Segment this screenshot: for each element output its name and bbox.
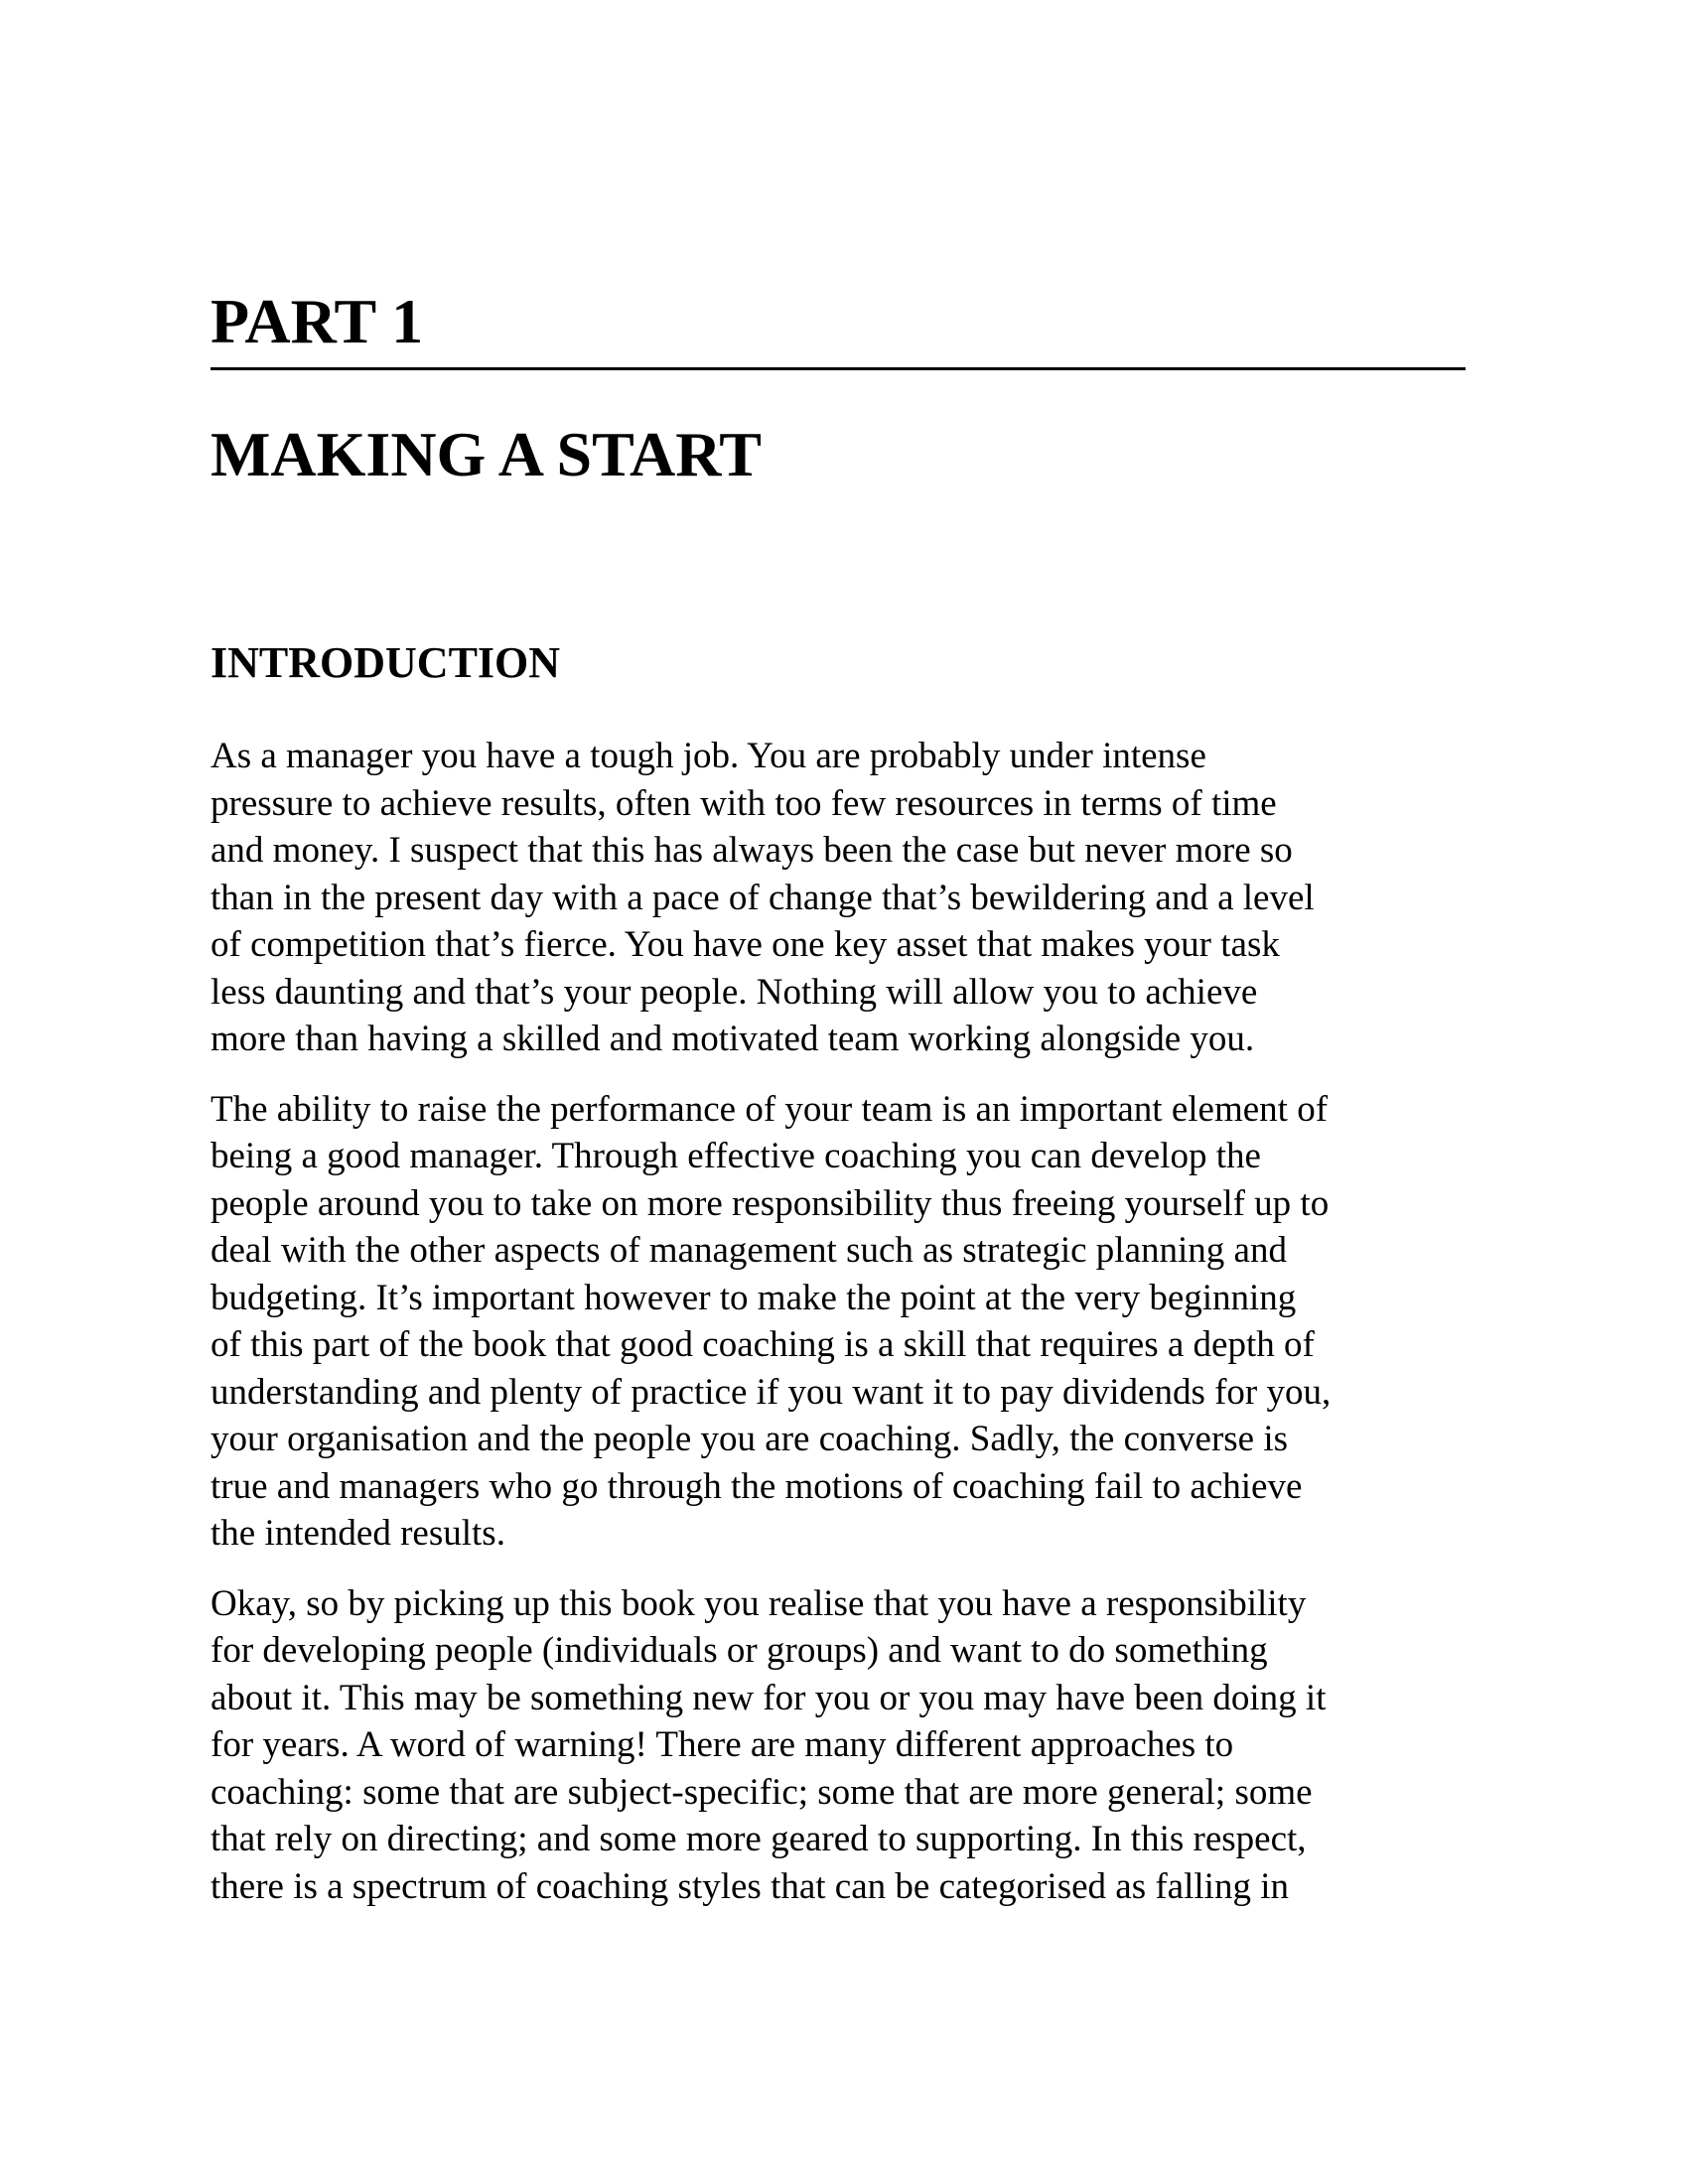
text-line: The ability to raise the performance of your team is an important element of [211,1088,1329,1130]
text-line: budgeting. It’s important however to make the point at the very beginning [211,1277,1297,1318]
part-divider-rule [211,367,1466,370]
paragraph-2 [211,1086,1491,1558]
section-heading: INTRODUCTION [211,638,561,687]
text-line: less daunting and that’s your people. Nothing will allow you to achieve [211,971,1258,1013]
text-line: than in the present day with a pace of change that’s bewildering and a level [211,877,1315,918]
text-line: the intended results. [211,1513,505,1554]
text-line: As a manager you have a tough job. You are probably under intense [211,736,1206,776]
text-line: there is a spectrum of coaching styles that can be categorised as falling in [211,1865,1289,1907]
text-line: pressure to achieve results, often with too few resources in terms of time [211,782,1277,824]
text-line: being a good manager. Through effective coaching you can develop the [211,1136,1261,1176]
paragraph-1 [211,733,1491,1063]
part-label: PART 1 [211,286,424,356]
text-line: deal with the other aspects of management such as strategic planning and [211,1230,1287,1271]
part-title: MAKING A START [211,419,762,489]
text-line: about it. This may be something new for you or you may have been doing it [211,1677,1327,1718]
text-line: of this part of the book that good coaching is a skill that requires a depth of [211,1324,1315,1365]
text-line: coaching: some that are subject-specific; some that are more general; some [211,1771,1313,1813]
paragraph-3 [211,1580,1491,1911]
text-line: of competition that’s fierce. You have one key asset that makes your task [211,924,1280,965]
body-text [211,733,1491,1933]
text-line: people around you to take on more responsibility thus freeing yourself up to [211,1182,1330,1224]
text-line: and money. I suspect that this has always been the case but never more so [211,830,1293,871]
text-line: more than having a skilled and motivated team working alongside you. [211,1019,1255,1059]
text-line: your organisation and the people you are coaching. Sadly, the converse is [211,1419,1289,1459]
text-line: for developing people (individuals or groups) and want to do something [211,1630,1268,1671]
text-line: true and managers who go through the motions of coaching fail to achieve [211,1465,1303,1507]
text-line: that rely on directing; and some more geared to supporting. In this respect, [211,1819,1307,1859]
text-line: Okay, so by picking up this book you realise that you have a responsibility [211,1582,1307,1624]
text-line: understanding and plenty of practice if you want it to pay dividends for you, [211,1371,1332,1413]
text-line: for years. A word of warning! There are many different approaches to [211,1724,1234,1765]
